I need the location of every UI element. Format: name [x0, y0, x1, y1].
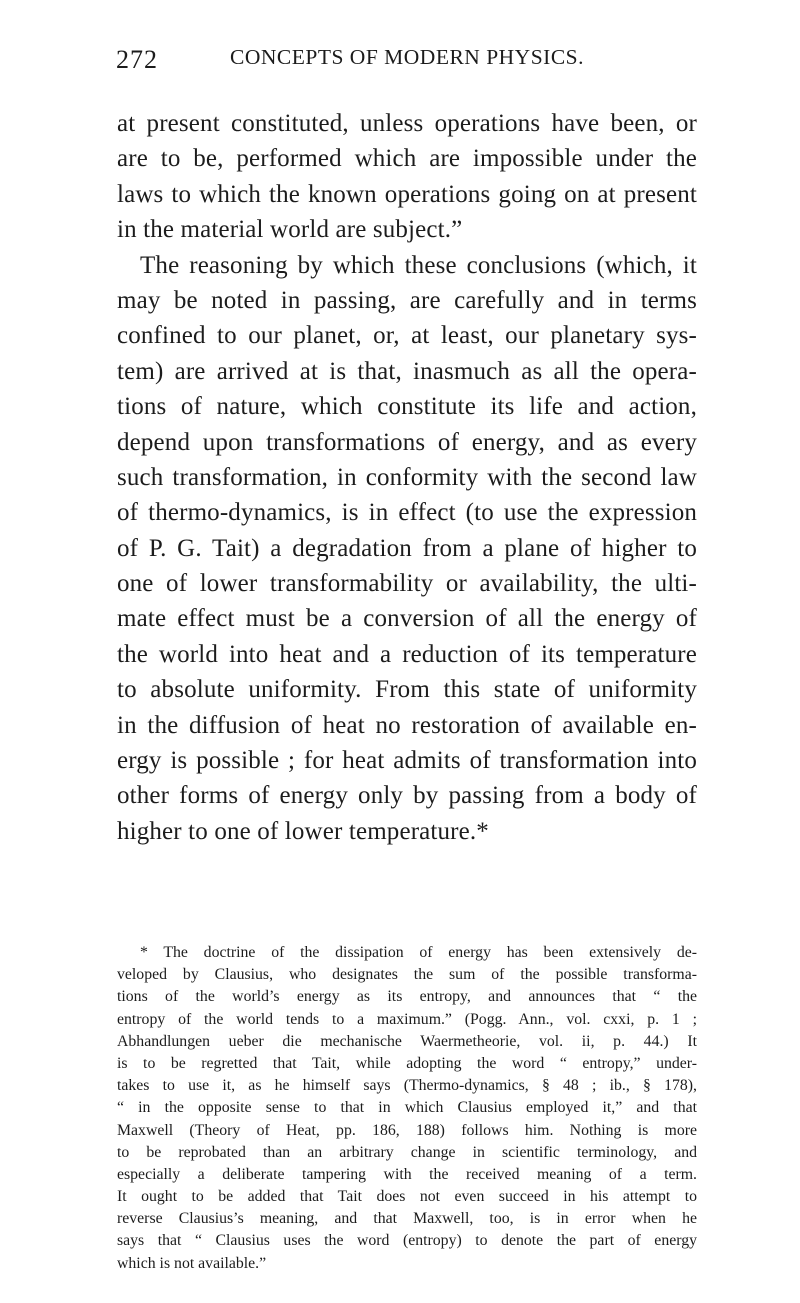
body-line: of thermo-dynamics, is in effect (to use the expression — [117, 499, 697, 527]
body-line: in the diffusion of heat no restoration of available en- — [117, 711, 697, 739]
body-line: mate effect must be a conversion of all the energy of — [117, 605, 697, 633]
body-line: of P. G. Tait) a degradation from a plane of higher to — [117, 534, 697, 562]
page-number: 272 — [116, 45, 158, 74]
body-line: tions of nature, which constitute its life and action, — [117, 393, 697, 421]
body-line: at present constituted, unless operations have been, or — [117, 110, 697, 137]
body-line: tem) are arrived at is that, inasmuch as all the opera- — [117, 357, 697, 385]
body-line: may be noted in passing, are carefully and in terms — [117, 286, 697, 314]
footnote-line: reverse Clausius’s meaning, and that Maxwell, too, is in error when he — [117, 1210, 697, 1228]
body-line: depend upon transformations of energy, and as every — [117, 428, 697, 456]
running-title: CONCEPTS OF MODERN PHYSICS. — [230, 45, 584, 69]
body-line: such transformation, in conformity with the second law — [117, 463, 697, 491]
footnote-line: is to be regretted that Tait, while adopting the word “ entropy,” under- — [117, 1054, 697, 1072]
body-text — [117, 106, 697, 849]
footnote-line: “ in the opposite sense to that in which Clausius employed it,” and that — [117, 1099, 697, 1117]
footnote-line: Maxwell (Theory of Heat, pp. 186, 188) follows him. Nothing is more — [117, 1121, 697, 1139]
body-line: confined to our planet, or, at least, our planetary sys- — [117, 322, 697, 350]
body-line: are to be, performed which are impossible under the — [117, 145, 697, 173]
body-line: ergy is possible ; for heat admits of transformation into — [117, 747, 697, 775]
footnote-line: * The doctrine of the dissipation of energy has been extensively de- — [140, 944, 697, 961]
body-line: to absolute uniformity. From this state of uniformity — [117, 676, 697, 704]
body-line: the world into heat and a reduction of its temperature — [117, 640, 697, 668]
footnote-line: to be reprobated than an arbitrary change in scientific terminology, and — [117, 1143, 697, 1161]
body-line: higher to one of lower temperature.* — [117, 817, 489, 845]
footnote-line: veloped by Clausius, who designates the sum of the possible transforma- — [117, 966, 697, 984]
page-header — [116, 45, 696, 79]
body-line: laws to which the known operations going on at present — [117, 180, 697, 208]
footnote-line: Abhandlungen ueber die mechanische Waermetheorie, vol. ii, p. 44.) It — [117, 1032, 697, 1050]
body-line: one of lower transformability or availability, the ulti- — [117, 570, 697, 598]
footnote-line: entropy of the world tends to a maximum.” (Pogg. Ann., vol. cxxi, p. 1 ; — [117, 1010, 697, 1028]
footnote-line: which is not available.” — [117, 1254, 267, 1272]
footnote — [117, 942, 697, 1275]
body-line: The reasoning by which these conclusions (which, it — [140, 251, 697, 279]
body-line: in the material world are subject.” — [117, 216, 463, 244]
footnote-line: says that “ Clausius uses the word (entropy) to denote the part of energy — [117, 1232, 697, 1250]
footnote-line: tions of the world’s energy as its entropy, and announces that “ the — [117, 988, 697, 1006]
body-line: other forms of energy only by passing from a body of — [117, 782, 697, 810]
footnote-line: especially a deliberate tampering with the received meaning of a term. — [117, 1165, 697, 1183]
footnote-line: takes to use it, as he himself says (Thermo-dynamics, § 48 ; ib., § 178), — [117, 1077, 697, 1095]
footnote-line: It ought to be added that Tait does not even succeed in his attempt to — [117, 1188, 697, 1206]
